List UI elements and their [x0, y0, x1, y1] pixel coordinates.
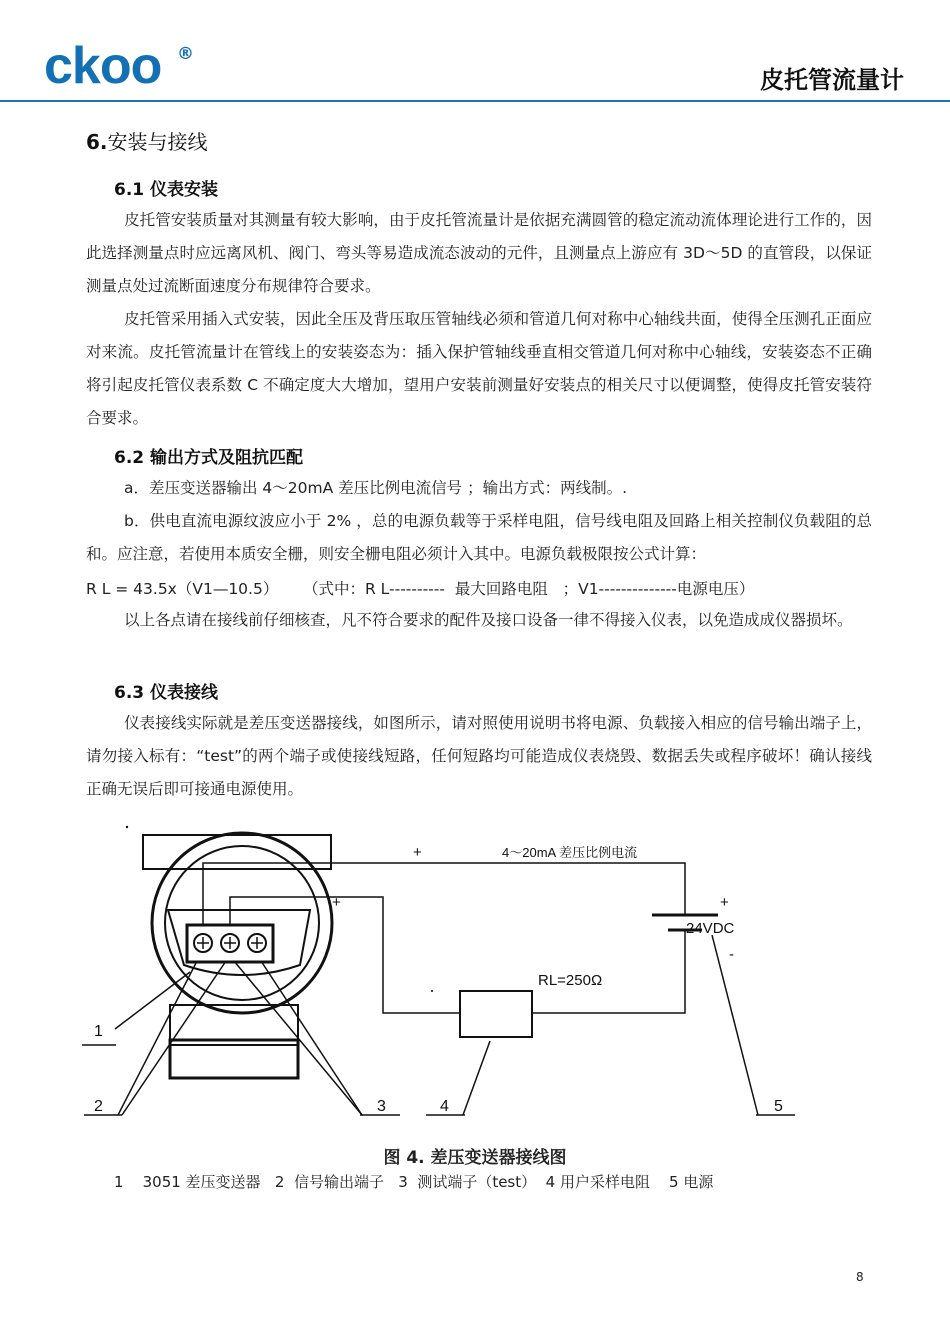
callout-leader-3a — [234, 961, 362, 1115]
paragraph-6-2-c — [86, 604, 872, 637]
subsection-6-1-heading: 6.1 仪表安装 — [114, 180, 219, 200]
header-divider — [0, 100, 950, 102]
current-label: 4～20mA 差压比例电流 — [502, 845, 638, 860]
callout-4: 4 — [440, 1098, 449, 1115]
load-resistor — [460, 991, 532, 1037]
paragraph-6-2-a — [86, 472, 872, 505]
battery-plus-label: + — [720, 894, 729, 911]
paragraph-6-1-a — [86, 204, 872, 303]
transmitter-housing — [152, 833, 332, 1013]
paragraph-text: 皮托管安装质量对其测量有较大影响，由于皮托管流量计是依据充满圆管的稳定流动流体理论进行工作的，因此选择测量点时应远离风机、阀门、弯头等易造成流态波动的元件，且测量点上游应有 3D～5D 的直管段，以保证测量点处过流断面速度分布规律符合要求。 — [86, 211, 872, 295]
registered-mark: ® — [177, 44, 194, 64]
formula-line: R L = 43.5x（V1—10.5） （式中：R L---------- 最大回路电阻 ；V1--------------电源电压） — [86, 580, 755, 598]
paragraph-text: 以上各点请在接线前仔细核查，凡不符合要求的配件及接口设备一律不得接入仪表，以免造成成仪器损坏。 — [124, 611, 853, 629]
subsection-6-2-heading: 6.2 输出方式及阻抗匹配 — [114, 448, 304, 468]
callout-leader-5 — [712, 935, 758, 1115]
paragraph-6-1-b — [86, 303, 872, 435]
wire-positive — [203, 863, 685, 925]
paragraph-text: b．供电直流电源纹波应小于 2% ，总的电源负载等于采样电阻，信号线电阻及回路上相关控制仪负载阻的总和。应注意，若使用本质安全栅，则安全栅电阻必须计入其中。电源负载极限按公式计算： — [86, 512, 872, 563]
section-title-text: 安装与接线 — [107, 130, 208, 154]
paragraph-6-2-b — [86, 505, 872, 571]
paragraph-text: 皮托管采用插入式安装，因此全压及背压取压管轴线必须和管道几何对称中心轴线共面，使得全压测孔正面应对来流。皮托管流量计在管线上的安装姿态为：插入保护管轴线垂直相交管道几何对称中心轴线，安装姿态不正确将引起皮托管仪表系数 C 不确定度大大增加，望用户安装前测量好安装点的相关尺寸以便调整，使得皮托管安装符合要求。 — [86, 310, 872, 427]
plus-terminal-label: + — [332, 894, 341, 911]
callout-2: 2 — [94, 1098, 103, 1115]
wiring-diagram — [0, 815, 950, 1140]
callout-1: 1 — [94, 1023, 103, 1040]
battery-voltage-label: 24VDC — [686, 920, 735, 937]
callout-leader-4 — [463, 1041, 490, 1115]
paragraph-text: 仪表接线实际就是差压变送器接线，如图所示，请对照使用说明书将电源、负载接入相应的信号输出端子上，请勿接入标有：“test”的两个端子或使接线短路，任何短路均可能造成仪表烧毁、数据丢失或程序破坏！确认接线正确无误后即可接通电源使用。 — [86, 714, 872, 798]
transmitter-cap — [143, 835, 331, 869]
callout-leader-1 — [115, 972, 190, 1029]
paragraph-text: a．差压变送器输出 4～20mA 差压比例电流信号 ；输出方式：两线制。. — [124, 479, 627, 497]
callout-leader-3b — [261, 961, 362, 1115]
figure-caption: 图 4. 差压变送器接线图 — [383, 1148, 567, 1168]
section-title — [86, 126, 208, 155]
figure-legend: 1 3051 差压变送器 2 信号输出端子 3 测试端子（test） 4 用户采样电阻 5 电源 — [114, 1173, 714, 1191]
callout-5: 5 — [774, 1098, 783, 1115]
resistor-label: RL=250Ω — [538, 972, 603, 989]
terminal-block — [187, 925, 273, 962]
callout-leader-2a — [118, 961, 197, 1115]
header-title: 皮托管流量计 — [760, 66, 904, 94]
battery-minus-label: - — [729, 946, 734, 963]
callout-3: 3 — [377, 1098, 386, 1115]
subsection-6-3-heading: 6.3 仪表接线 — [114, 683, 219, 703]
paragraph-6-3-a — [86, 707, 872, 806]
plus-top-label: + — [413, 844, 422, 861]
brand-logo: ckoo — [44, 37, 162, 95]
page-number: 8 — [856, 1270, 864, 1284]
section-number: 6. — [86, 130, 108, 154]
